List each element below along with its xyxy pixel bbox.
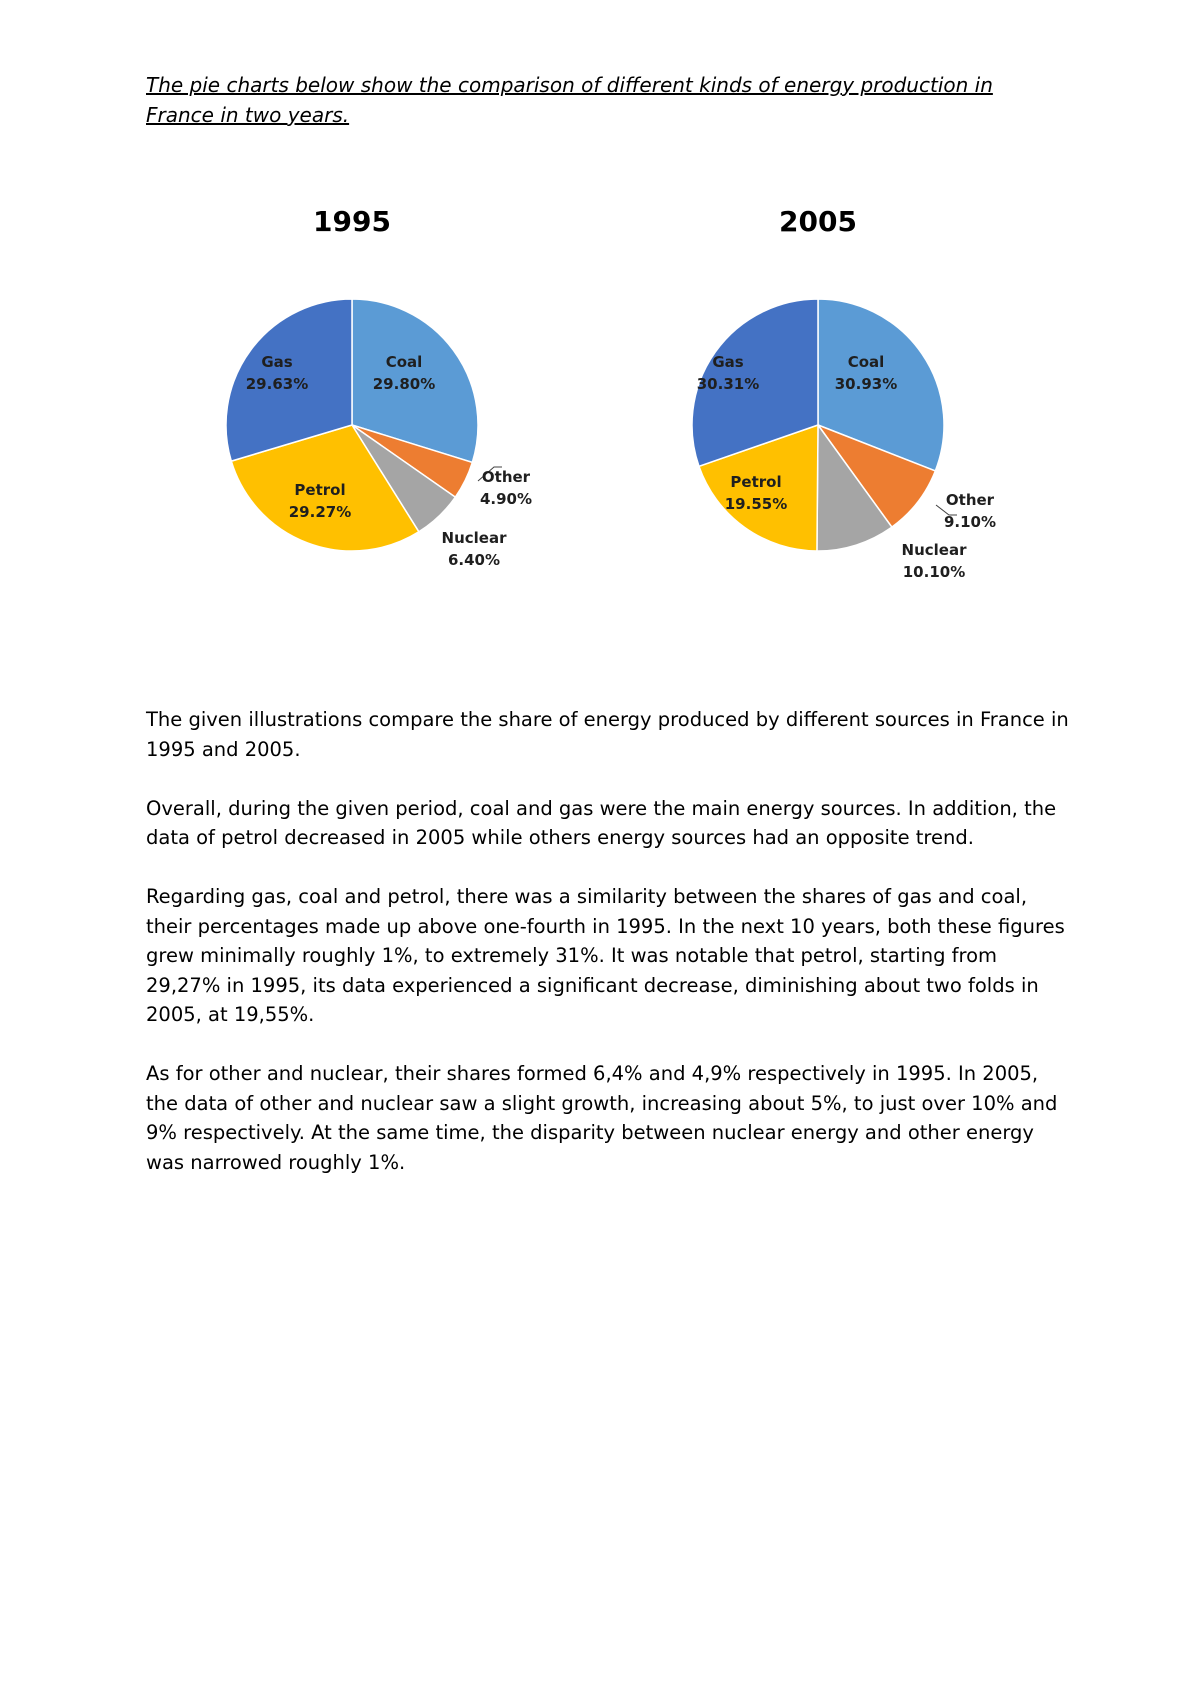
pie-chart-1995	[202, 205, 533, 605]
pie-chart-svg	[202, 205, 533, 605]
chart-title: 2005	[779, 205, 857, 238]
slice-label-other	[944, 491, 996, 531]
slice-name: Other	[481, 468, 531, 486]
slice-name: Gas	[712, 353, 744, 371]
pie-chart-svg	[668, 205, 997, 605]
slice-value: 10.10%	[902, 563, 966, 581]
essay-paragraph: The given illustrations compare the share of energy produced by different sources in France in 1995 and 2005.	[146, 708, 1069, 761]
slice-value: 9.10%	[943, 513, 997, 531]
essay	[146, 705, 1076, 1207]
slice-label-nuclear	[902, 541, 968, 581]
essay-paragraph: Regarding gas, coal and petrol, there was a similarity between the shares of gas and coal, their percentages made up above one-fourth in 1995. In the next 10 years, both these figures grew minimally roughly 1%, to extremely 31%. It was notable that petrol, starting from 29,27% in 1995, its data experienced a significant decrease, diminishing about two folds in 2005, at 19,55%.	[146, 885, 1065, 1026]
slice-name: Nuclear	[901, 541, 967, 559]
slice-value: 30.93%	[834, 375, 898, 393]
chart-title: 1995	[313, 205, 391, 238]
slice-value: 19.55%	[724, 495, 788, 513]
slice-value: 30.31%	[696, 375, 760, 393]
slice-name: Other	[945, 491, 995, 509]
slice-name: Coal	[847, 353, 885, 371]
prompt-text: The pie charts below show the comparison of different kinds of energy production in France in two years.	[146, 73, 993, 127]
slice-name: Petrol	[294, 481, 346, 499]
slice-value: 6.40%	[447, 551, 501, 569]
slice-name: Petrol	[730, 473, 782, 491]
pie-chart-2005	[668, 205, 997, 605]
slice-name: Gas	[261, 353, 293, 371]
essay-paragraph: Overall, during the given period, coal and gas were the main energy sources. In addition, the data of petrol decreased in 2005 while others energy sources had an opposite trend.	[146, 796, 1057, 849]
slice-value: 29.63%	[245, 375, 309, 393]
essay-paragraph: As for other and nuclear, their shares formed 6,4% and 4,9% respectively in 1995. In 2005, the data of other and nuclear saw a slight growth, increasing about 5%, to just over 10% and 9% respectively. At the same time, the disparity between nuclear energy and other energy was narrowed roughly 1%.	[146, 1062, 1058, 1174]
slice-name: Coal	[385, 353, 423, 371]
slice-value: 29.27%	[288, 503, 352, 521]
slice-value: 4.90%	[479, 490, 533, 508]
slice-name: Nuclear	[441, 529, 507, 547]
slice-label-other	[480, 468, 532, 508]
slice-label-nuclear	[442, 529, 508, 569]
slice-value: 29.80%	[372, 375, 436, 393]
